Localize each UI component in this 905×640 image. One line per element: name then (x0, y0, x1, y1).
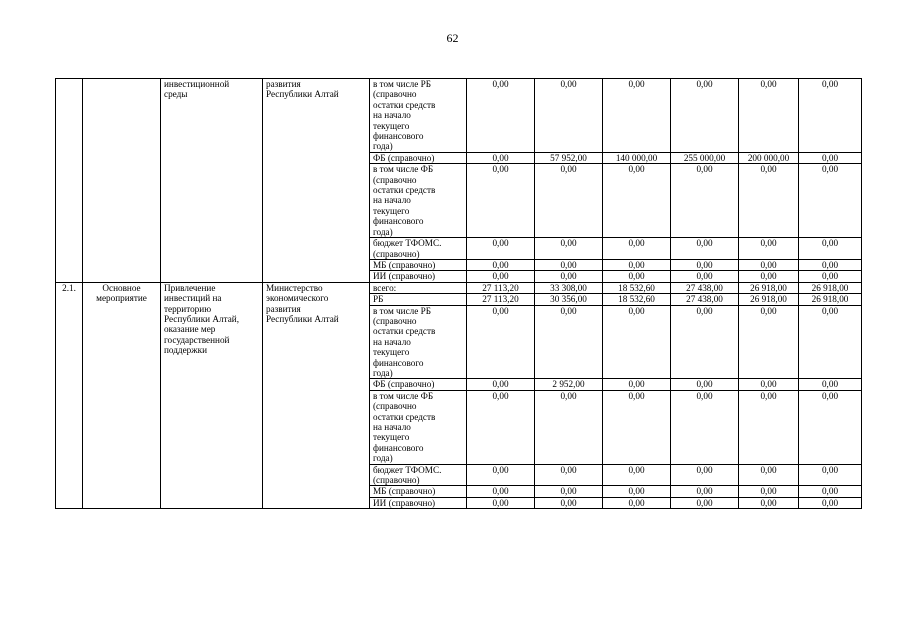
value-cell (671, 79, 739, 153)
funding-source (370, 164, 467, 238)
value-cell (603, 305, 671, 379)
value-cell-text: 0,00 (628, 464, 645, 475)
value-cell-text: 0,00 (492, 497, 509, 508)
value-cell-text: 0,00 (492, 164, 509, 175)
value-cell-text: 0,00 (560, 238, 577, 249)
value-cell-text: 0,00 (492, 152, 509, 163)
row-number (56, 79, 83, 283)
event-type-text: Основное мероприятие (96, 282, 147, 304)
value-cell-text: 0,00 (760, 305, 777, 316)
value-cell-text: 0,00 (760, 259, 777, 270)
funding-source-text: всего: (373, 282, 397, 293)
value-cell (739, 390, 799, 464)
value-cell-text: 27 113,20 (482, 282, 519, 293)
value-cell (467, 464, 535, 486)
value-cell-text: 0,00 (821, 497, 839, 508)
value-cell (799, 238, 862, 260)
event-type (83, 79, 161, 283)
value-cell-text: 0,00 (760, 271, 777, 282)
value-cell-text: 30 356,00 (550, 294, 587, 305)
value-cell-text: 26 918,00 (750, 294, 787, 305)
value-cell (799, 305, 862, 379)
value-cell (671, 464, 739, 486)
funding-source-text: МБ (справочно) (373, 486, 436, 497)
value-cell (467, 271, 535, 282)
value-cell (739, 79, 799, 153)
value-cell-text: 18 532,60 (618, 294, 655, 305)
row-number-text: 2.1. (62, 282, 76, 293)
value-cell-text: 0,00 (696, 238, 713, 249)
value-cell-text: 0,00 (560, 497, 577, 508)
value-cell (799, 464, 862, 486)
funding-source (370, 271, 467, 282)
value-cell-text: 0,00 (821, 238, 839, 249)
value-cell-text: 0,00 (492, 486, 509, 497)
funding-source (370, 464, 467, 486)
value-cell-text: 0,00 (492, 79, 509, 89)
value-cell-text: 0,00 (760, 379, 777, 390)
value-cell-text: 0,00 (628, 486, 645, 497)
value-cell-text: 26 918,00 (811, 282, 849, 293)
value-cell-text: 0,00 (821, 152, 839, 163)
value-cell-text: 140 000,00 (615, 152, 658, 163)
value-cell (671, 390, 739, 464)
value-cell (739, 164, 799, 238)
event-name-text: Привлечение инвестиций на территорию Республики Алтай, оказание мер государственной поддержки (164, 282, 240, 356)
executor-text: Министерство экономического развития Республики Алтай (266, 282, 339, 324)
value-cell (739, 271, 799, 282)
value-cell-text: 0,00 (628, 164, 645, 175)
value-cell-text: 0,00 (760, 497, 777, 508)
funding-source-text: в том числе ФБ (справочно остатки средств на начало текущего финансового года) (373, 164, 436, 237)
funding-source (370, 259, 467, 270)
value-cell (535, 294, 603, 305)
value-cell-text: 0,00 (760, 79, 777, 89)
value-cell (467, 238, 535, 260)
value-cell (799, 390, 862, 464)
value-cell (603, 271, 671, 282)
value-cell (739, 497, 799, 508)
value-cell-text: 255 000,00 (683, 152, 726, 163)
value-cell-text: 0,00 (628, 271, 645, 282)
value-cell (671, 271, 739, 282)
value-cell (739, 259, 799, 270)
value-cell (467, 305, 535, 379)
value-cell-text: 0,00 (821, 305, 839, 316)
value-cell-text: 27 438,00 (686, 294, 723, 305)
page-number: 62 (446, 31, 459, 45)
value-cell-text: 27 113,20 (482, 294, 519, 305)
value-cell (671, 486, 739, 497)
value-cell (671, 497, 739, 508)
value-cell (603, 282, 671, 293)
value-cell-text: 0,00 (696, 305, 713, 316)
value-cell (799, 164, 862, 238)
value-cell-text: 0,00 (696, 464, 713, 475)
value-cell-text: 0,00 (628, 79, 645, 89)
value-cell-text: 0,00 (821, 259, 839, 270)
value-cell (603, 497, 671, 508)
value-cell-text: 0,00 (696, 164, 713, 175)
value-cell (603, 294, 671, 305)
value-cell-text: 18 532,60 (618, 282, 655, 293)
value-cell (467, 294, 535, 305)
funding-source-text: РБ (373, 294, 384, 305)
value-cell (671, 164, 739, 238)
value-cell-text: 0,00 (760, 486, 777, 497)
funding-source-text: ИИ (справочно) (373, 271, 436, 282)
value-cell-text: 0,00 (696, 390, 713, 401)
value-cell-text: 0,00 (560, 390, 577, 401)
funding-source-text: ФБ (справочно) (373, 379, 435, 390)
value-cell-text: 0,00 (696, 486, 713, 497)
value-cell (799, 79, 862, 153)
value-cell (467, 152, 535, 163)
value-cell (467, 79, 535, 153)
value-cell-text: 0,00 (628, 379, 645, 390)
funding-source (370, 305, 467, 379)
value-cell (799, 152, 862, 163)
value-cell (671, 152, 739, 163)
value-cell-text: 0,00 (628, 497, 645, 508)
funding-source (370, 79, 467, 153)
value-cell-text: 0,00 (560, 164, 577, 175)
value-cell (739, 238, 799, 260)
value-cell-text: 0,00 (821, 379, 839, 390)
value-cell (603, 379, 671, 390)
value-cell (671, 294, 739, 305)
value-cell-text: 0,00 (696, 79, 713, 89)
funding-source (370, 238, 467, 260)
event-name (161, 282, 263, 509)
value-cell-text: 0,00 (492, 238, 509, 249)
funding-source (370, 294, 467, 305)
value-cell-text: 200 000,00 (747, 152, 790, 163)
funding-source (370, 486, 467, 497)
value-cell (739, 305, 799, 379)
value-cell (535, 282, 603, 293)
funding-source-text: бюджет ТФОМС. (справочно) (373, 464, 442, 486)
value-cell (799, 497, 862, 508)
value-cell-text: 0,00 (760, 464, 777, 475)
value-cell (739, 464, 799, 486)
value-cell-text: 26 918,00 (750, 282, 787, 293)
value-cell (603, 486, 671, 497)
value-cell-text: 0,00 (492, 271, 509, 282)
table-row (56, 282, 862, 293)
funding-source-text: в том числе РБ (справочно остатки средств на начало текущего финансового года) (373, 305, 436, 378)
funding-source (370, 497, 467, 508)
value-cell-text: 26 918,00 (811, 294, 849, 305)
value-cell (739, 282, 799, 293)
value-cell-text: 0,00 (492, 379, 509, 390)
funding-source-text: в том числе РБ (справочно остатки средств на начало текущего финансового года) (373, 79, 436, 152)
value-cell-text: 0,00 (821, 390, 839, 401)
value-cell-text: 0,00 (560, 464, 577, 475)
value-cell (467, 282, 535, 293)
funding-source (370, 152, 467, 163)
row-number (56, 282, 83, 509)
value-cell (603, 259, 671, 270)
value-cell (535, 379, 603, 390)
value-cell (535, 486, 603, 497)
value-cell-text: 57 952,00 (550, 152, 587, 163)
value-cell (739, 294, 799, 305)
value-cell-text: 0,00 (560, 79, 577, 89)
value-cell (467, 486, 535, 497)
value-cell-text: 0,00 (696, 497, 713, 508)
value-cell (535, 464, 603, 486)
value-cell (467, 390, 535, 464)
funding-source (370, 390, 467, 464)
value-cell (535, 79, 603, 153)
funding-source (370, 282, 467, 293)
value-cell (535, 497, 603, 508)
value-cell-text: 0,00 (560, 259, 577, 270)
value-cell (799, 486, 862, 497)
value-cell (739, 486, 799, 497)
budget-table (55, 78, 862, 509)
value-cell-text: 0,00 (628, 305, 645, 316)
event-type (83, 282, 161, 509)
executor-text: развития Республики Алтай (266, 79, 339, 100)
value-cell-text: 0,00 (628, 390, 645, 401)
event-name-text: инвестиционной среды (164, 79, 230, 100)
value-cell-text: 0,00 (492, 305, 509, 316)
value-cell (535, 152, 603, 163)
value-cell-text: 0,00 (821, 164, 839, 175)
value-cell (535, 164, 603, 238)
value-cell (535, 390, 603, 464)
value-cell-text: 0,00 (492, 259, 509, 270)
value-cell-text: 0,00 (821, 464, 839, 475)
value-cell-text: 0,00 (760, 164, 777, 175)
value-cell-text: 0,00 (696, 271, 713, 282)
executor (263, 79, 370, 283)
value-cell (671, 282, 739, 293)
value-cell (603, 79, 671, 153)
value-cell (671, 305, 739, 379)
funding-source (370, 379, 467, 390)
value-cell (535, 238, 603, 260)
funding-source-text: ИИ (справочно) (373, 497, 436, 508)
value-cell-text: 0,00 (492, 464, 509, 475)
value-cell-text: 0,00 (696, 379, 713, 390)
value-cell-text: 27 438,00 (686, 282, 723, 293)
value-cell-text: 0,00 (821, 79, 839, 89)
executor (263, 282, 370, 509)
value-cell (671, 379, 739, 390)
funding-source-text: ФБ (справочно) (373, 152, 435, 163)
value-cell (799, 294, 862, 305)
funding-source-text: бюджет ТФОМС. (справочно) (373, 238, 442, 259)
funding-source-text: в том числе ФБ (справочно остатки средств на начало текущего финансового года) (373, 390, 436, 464)
value-cell-text: 0,00 (821, 486, 839, 497)
value-cell (467, 379, 535, 390)
value-cell-text: 33 308,00 (550, 282, 587, 293)
value-cell-text: 0,00 (560, 305, 577, 316)
value-cell (739, 379, 799, 390)
value-cell (467, 497, 535, 508)
value-cell-text: 0,00 (492, 390, 509, 401)
value-cell (467, 164, 535, 238)
value-cell (467, 259, 535, 270)
event-name (161, 79, 263, 283)
value-cell-text: 0,00 (628, 259, 645, 270)
value-cell (671, 238, 739, 260)
value-cell (535, 271, 603, 282)
value-cell-text: 0,00 (560, 486, 577, 497)
funding-source-text: МБ (справочно) (373, 259, 436, 270)
value-cell-text: 0,00 (696, 259, 713, 270)
value-cell (535, 305, 603, 379)
value-cell-text: 0,00 (821, 271, 839, 282)
value-cell (603, 390, 671, 464)
table-row (56, 79, 862, 153)
value-cell (799, 271, 862, 282)
value-cell-text: 0,00 (628, 238, 645, 249)
value-cell (603, 464, 671, 486)
value-cell-text: 0,00 (760, 238, 777, 249)
value-cell (603, 164, 671, 238)
value-cell (799, 379, 862, 390)
value-cell (799, 259, 862, 270)
value-cell-text: 2 952,00 (552, 379, 585, 390)
value-cell (603, 238, 671, 260)
value-cell (671, 259, 739, 270)
value-cell (739, 152, 799, 163)
value-cell (603, 152, 671, 163)
value-cell (535, 259, 603, 270)
value-cell (799, 282, 862, 293)
value-cell-text: 0,00 (760, 390, 777, 401)
value-cell-text: 0,00 (560, 271, 577, 282)
